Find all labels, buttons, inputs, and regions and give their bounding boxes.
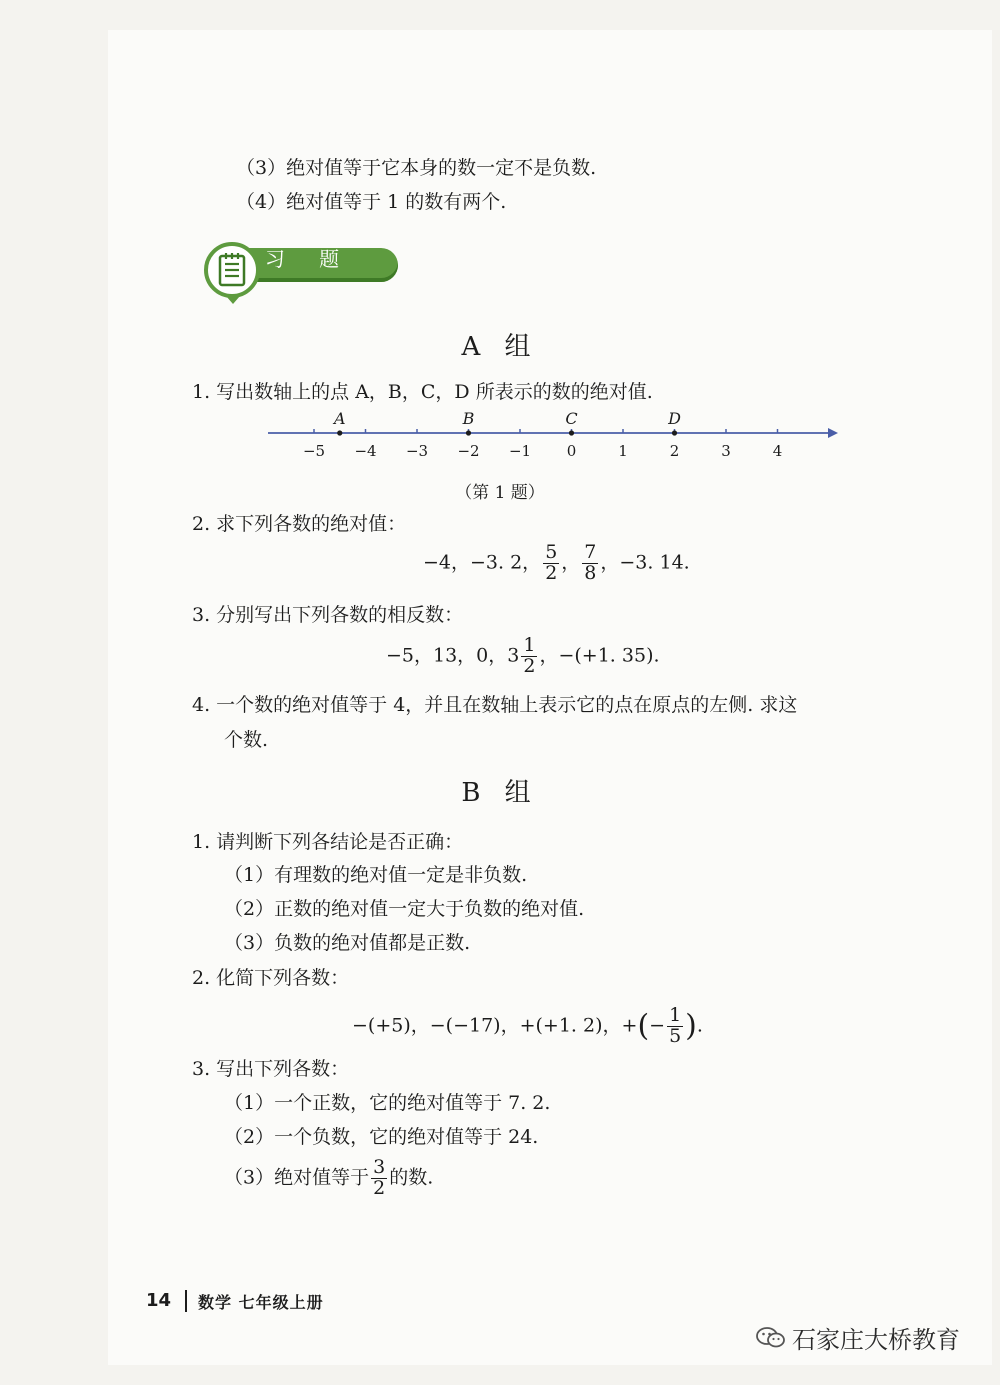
group-a-q4-line2: 个数. xyxy=(224,729,269,751)
tick-label: −3 xyxy=(405,442,429,460)
group-b-q2: 2. 化简下列各数： xyxy=(192,967,350,989)
wechat-icon xyxy=(756,1326,786,1356)
q2-math-a: −4，−3. 2， xyxy=(423,551,542,574)
q2-math-b: ，−3. 14. xyxy=(600,551,690,574)
fraction-1-2: $\frac{1}{2}$ xyxy=(523,634,536,677)
book-title: 数学 七年级上册 xyxy=(198,1293,324,1312)
group-b-q3-item2: （2）一个负数，它的绝对值等于 24. xyxy=(224,1126,539,1148)
top-item-4: （4）绝对值等于 1 的数有两个. xyxy=(236,191,507,213)
group-b-q1-item2: （2）正数的绝对值一定大于负数的绝对值. xyxy=(224,898,585,920)
exercise-badge xyxy=(190,242,400,292)
watermark xyxy=(756,1320,960,1356)
q3-math-b: ，−(+1. 35). xyxy=(539,644,660,667)
fraction-7-8: $\frac{7}{8}$ xyxy=(584,541,597,584)
group-b-q3: 3. 写出下列各数： xyxy=(192,1058,350,1080)
group-a-q1: 1. 写出数轴上的点 A，B，C，D 所表示的数的绝对值. xyxy=(192,381,653,403)
notebook-icon xyxy=(204,242,260,298)
group-b-q1-item3: （3）负数的绝对值都是正数. xyxy=(224,932,471,954)
point-D xyxy=(672,430,677,435)
tick-label: −5 xyxy=(302,442,326,460)
q3-math-a: −5，13，0，3 xyxy=(386,644,520,667)
point-label-D: D xyxy=(668,409,681,428)
point-B xyxy=(466,430,471,435)
point-label-A: A xyxy=(333,409,346,428)
left-paren: ( xyxy=(637,1008,650,1044)
b-q2-math xyxy=(352,1006,703,1047)
point-A xyxy=(337,430,342,435)
top-item-3: （3）绝对值等于它本身的数一定不是负数. xyxy=(236,157,597,179)
group-b-q1: 1. 请判断下列各结论是否正确： xyxy=(192,831,464,853)
axis-arrow-icon xyxy=(828,428,838,438)
group-a-q2: 2. 求下列各数的绝对值： xyxy=(192,513,407,535)
figure-caption: （第 1 题） xyxy=(455,483,545,503)
right-paren: ) xyxy=(685,1008,697,1044)
fraction-3-2: $\frac{3}{2}$ xyxy=(373,1156,386,1199)
point-label-C: C xyxy=(565,409,578,428)
b-q2-math-end: . xyxy=(696,1014,703,1037)
footer-divider xyxy=(185,1290,187,1312)
fraction-1-5: $\frac{1}{5}$ xyxy=(669,1004,682,1047)
tick-label: 2 xyxy=(669,442,680,460)
point-C xyxy=(569,430,574,435)
tick-label: −2 xyxy=(457,442,480,460)
b-q3-item3-a: （3）绝对值等于 xyxy=(224,1166,370,1189)
tick-label: 1 xyxy=(618,442,628,460)
page-number: 14 xyxy=(146,1290,172,1311)
tick-label: 3 xyxy=(721,442,731,460)
number-line xyxy=(268,408,838,468)
group-b-title: B 组 xyxy=(461,778,539,808)
q3-math xyxy=(386,636,660,677)
q2-math xyxy=(423,543,690,584)
tick-label: −1 xyxy=(508,442,532,460)
b-q2-math-a: −(+5)，−(−17)，+(+1. 2)，+ xyxy=(352,1014,638,1037)
fraction-5-2: $\frac{5}{2}$ xyxy=(545,541,558,584)
group-a-title: A 组 xyxy=(461,332,539,362)
group-a-q3: 3. 分别写出下列各数的相反数： xyxy=(192,604,464,626)
badge-label: 习 题 xyxy=(264,247,354,271)
tick-label: 4 xyxy=(772,442,783,460)
q2-math-sep: ， xyxy=(561,551,581,574)
watermark-text: 石家庄大桥教育 xyxy=(792,1326,960,1354)
b-q3-item3-b: 的数. xyxy=(389,1166,434,1189)
group-b-q3-item1: （1）一个正数，它的绝对值等于 7. 2. xyxy=(224,1092,551,1114)
group-b-q3-item3 xyxy=(224,1158,433,1199)
group-b-q1-item1: （1）有理数的绝对值一定是非负数. xyxy=(224,864,528,886)
badge-arrow-icon xyxy=(226,296,240,304)
tick-label: −4 xyxy=(354,442,377,460)
tick-label: 0 xyxy=(566,442,577,460)
point-label-B: B xyxy=(462,409,475,428)
group-a-q4-line1: 4. 一个数的绝对值等于 4，并且在数轴上表示它的点在原点的左侧. 求这 xyxy=(192,694,798,716)
minus-sign: − xyxy=(649,1014,666,1037)
